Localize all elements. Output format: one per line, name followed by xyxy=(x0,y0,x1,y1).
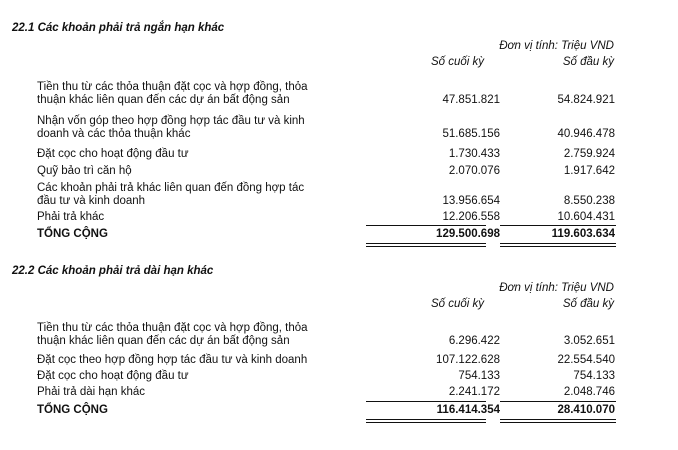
table-row xyxy=(37,322,617,348)
row-label: Tiền thu từ các thỏa thuận đặt cọc và hợp đồng, thỏa thuận khác liên quan đến các dự án bất động sản xyxy=(37,81,308,106)
row-label: Phải trả dài hạn khác xyxy=(37,386,146,398)
table-row xyxy=(37,148,617,161)
value-end-period: 107.122.628 xyxy=(436,354,500,366)
value-begin-period: 40.946.478 xyxy=(557,128,615,140)
value-end-period: 2.241.172 xyxy=(448,386,500,398)
column-header-end-period: Số cuối kỳ xyxy=(430,56,484,68)
subtotal-line xyxy=(366,225,486,226)
total-end-period: 129.500.698 xyxy=(436,228,500,240)
row-label: Phải trả khác xyxy=(37,211,105,223)
row-label: Đặt cọc theo hợp đồng hợp tác đầu tư và kinh doanh xyxy=(37,354,308,366)
unit-label: Đơn vị tính: Triệu VND xyxy=(499,282,614,294)
table-row xyxy=(37,165,617,178)
row-label: Đặt cọc cho hoạt động đầu tư xyxy=(37,370,189,382)
table-row xyxy=(37,81,617,107)
value-begin-period: 10.604.431 xyxy=(557,211,615,223)
value-begin-period: 2.759.924 xyxy=(563,148,615,160)
total-double-line xyxy=(366,419,486,420)
row-label: Các khoản phải trả khác liên quan đến đồng hợp tác đầu tư và kinh doanh xyxy=(37,182,305,207)
column-header-begin-period: Số đầu kỳ xyxy=(562,298,614,310)
section-title-long-term: 22.2 Các khoản phải trả dài hạn khác xyxy=(12,265,214,277)
value-begin-period: 2.048.746 xyxy=(563,386,615,398)
total-begin-period: 28.410.070 xyxy=(557,404,615,416)
total-begin-period: 119.603.634 xyxy=(551,228,615,240)
value-begin-period: 22.554.540 xyxy=(557,354,615,366)
row-label: Nhận vốn góp theo hợp đồng hợp tác đầu tư và kinh doanh và các thỏa thuận khác xyxy=(37,115,305,140)
table-row xyxy=(37,354,617,367)
total-row xyxy=(37,404,617,417)
total-double-line xyxy=(500,243,616,244)
value-end-period: 1.730.433 xyxy=(448,148,500,160)
subtotal-line xyxy=(500,401,616,402)
total-double-line xyxy=(366,243,486,244)
value-begin-period: 8.550.238 xyxy=(563,195,615,207)
column-header-end-period: Số cuối kỳ xyxy=(430,298,484,310)
value-begin-period: 754.133 xyxy=(573,370,615,382)
row-label: Quỹ bảo trì căn hộ xyxy=(37,165,132,177)
table-row xyxy=(37,211,617,224)
subtotal-line xyxy=(366,401,486,402)
total-double-line xyxy=(366,246,486,247)
value-begin-period: 1.917.642 xyxy=(563,165,615,177)
value-end-period: 12.206.558 xyxy=(442,211,500,223)
unit-label: Đơn vị tính: Triệu VND xyxy=(499,40,614,52)
total-end-period: 116.414.354 xyxy=(436,404,500,416)
table-row xyxy=(37,115,617,141)
total-double-line xyxy=(500,246,616,247)
row-label: Đặt cọc cho hoạt động đầu tư xyxy=(37,148,189,160)
value-end-period: 51.685.156 xyxy=(442,128,500,140)
value-end-period: 6.296.422 xyxy=(448,335,500,347)
total-double-line xyxy=(500,419,616,420)
total-double-line xyxy=(500,422,616,423)
section-title-short-term: 22.1 Các khoản phải trả ngắn hạn khác xyxy=(12,22,225,34)
table-row xyxy=(37,370,617,383)
value-begin-period: 3.052.651 xyxy=(563,335,615,347)
total-row xyxy=(37,228,617,241)
table-row xyxy=(37,386,617,399)
row-label: Tiền thu từ các thỏa thuận đặt cọc và hợp đồng, thỏa thuận khác liên quan đến các dự án bất động sản xyxy=(37,322,308,347)
column-header-begin-period: Số đầu kỳ xyxy=(562,56,614,68)
value-end-period: 2.070.076 xyxy=(448,165,500,177)
total-double-line xyxy=(366,422,486,423)
total-label: TỔNG CỘNG xyxy=(37,228,108,240)
value-begin-period: 54.824.921 xyxy=(557,94,615,106)
subtotal-line xyxy=(500,225,616,226)
table-row xyxy=(37,182,617,208)
total-label: TỔNG CỘNG xyxy=(37,404,108,416)
value-end-period: 13.956.654 xyxy=(442,195,500,207)
value-end-period: 754.133 xyxy=(458,370,500,382)
value-end-period: 47.851.821 xyxy=(442,94,500,106)
